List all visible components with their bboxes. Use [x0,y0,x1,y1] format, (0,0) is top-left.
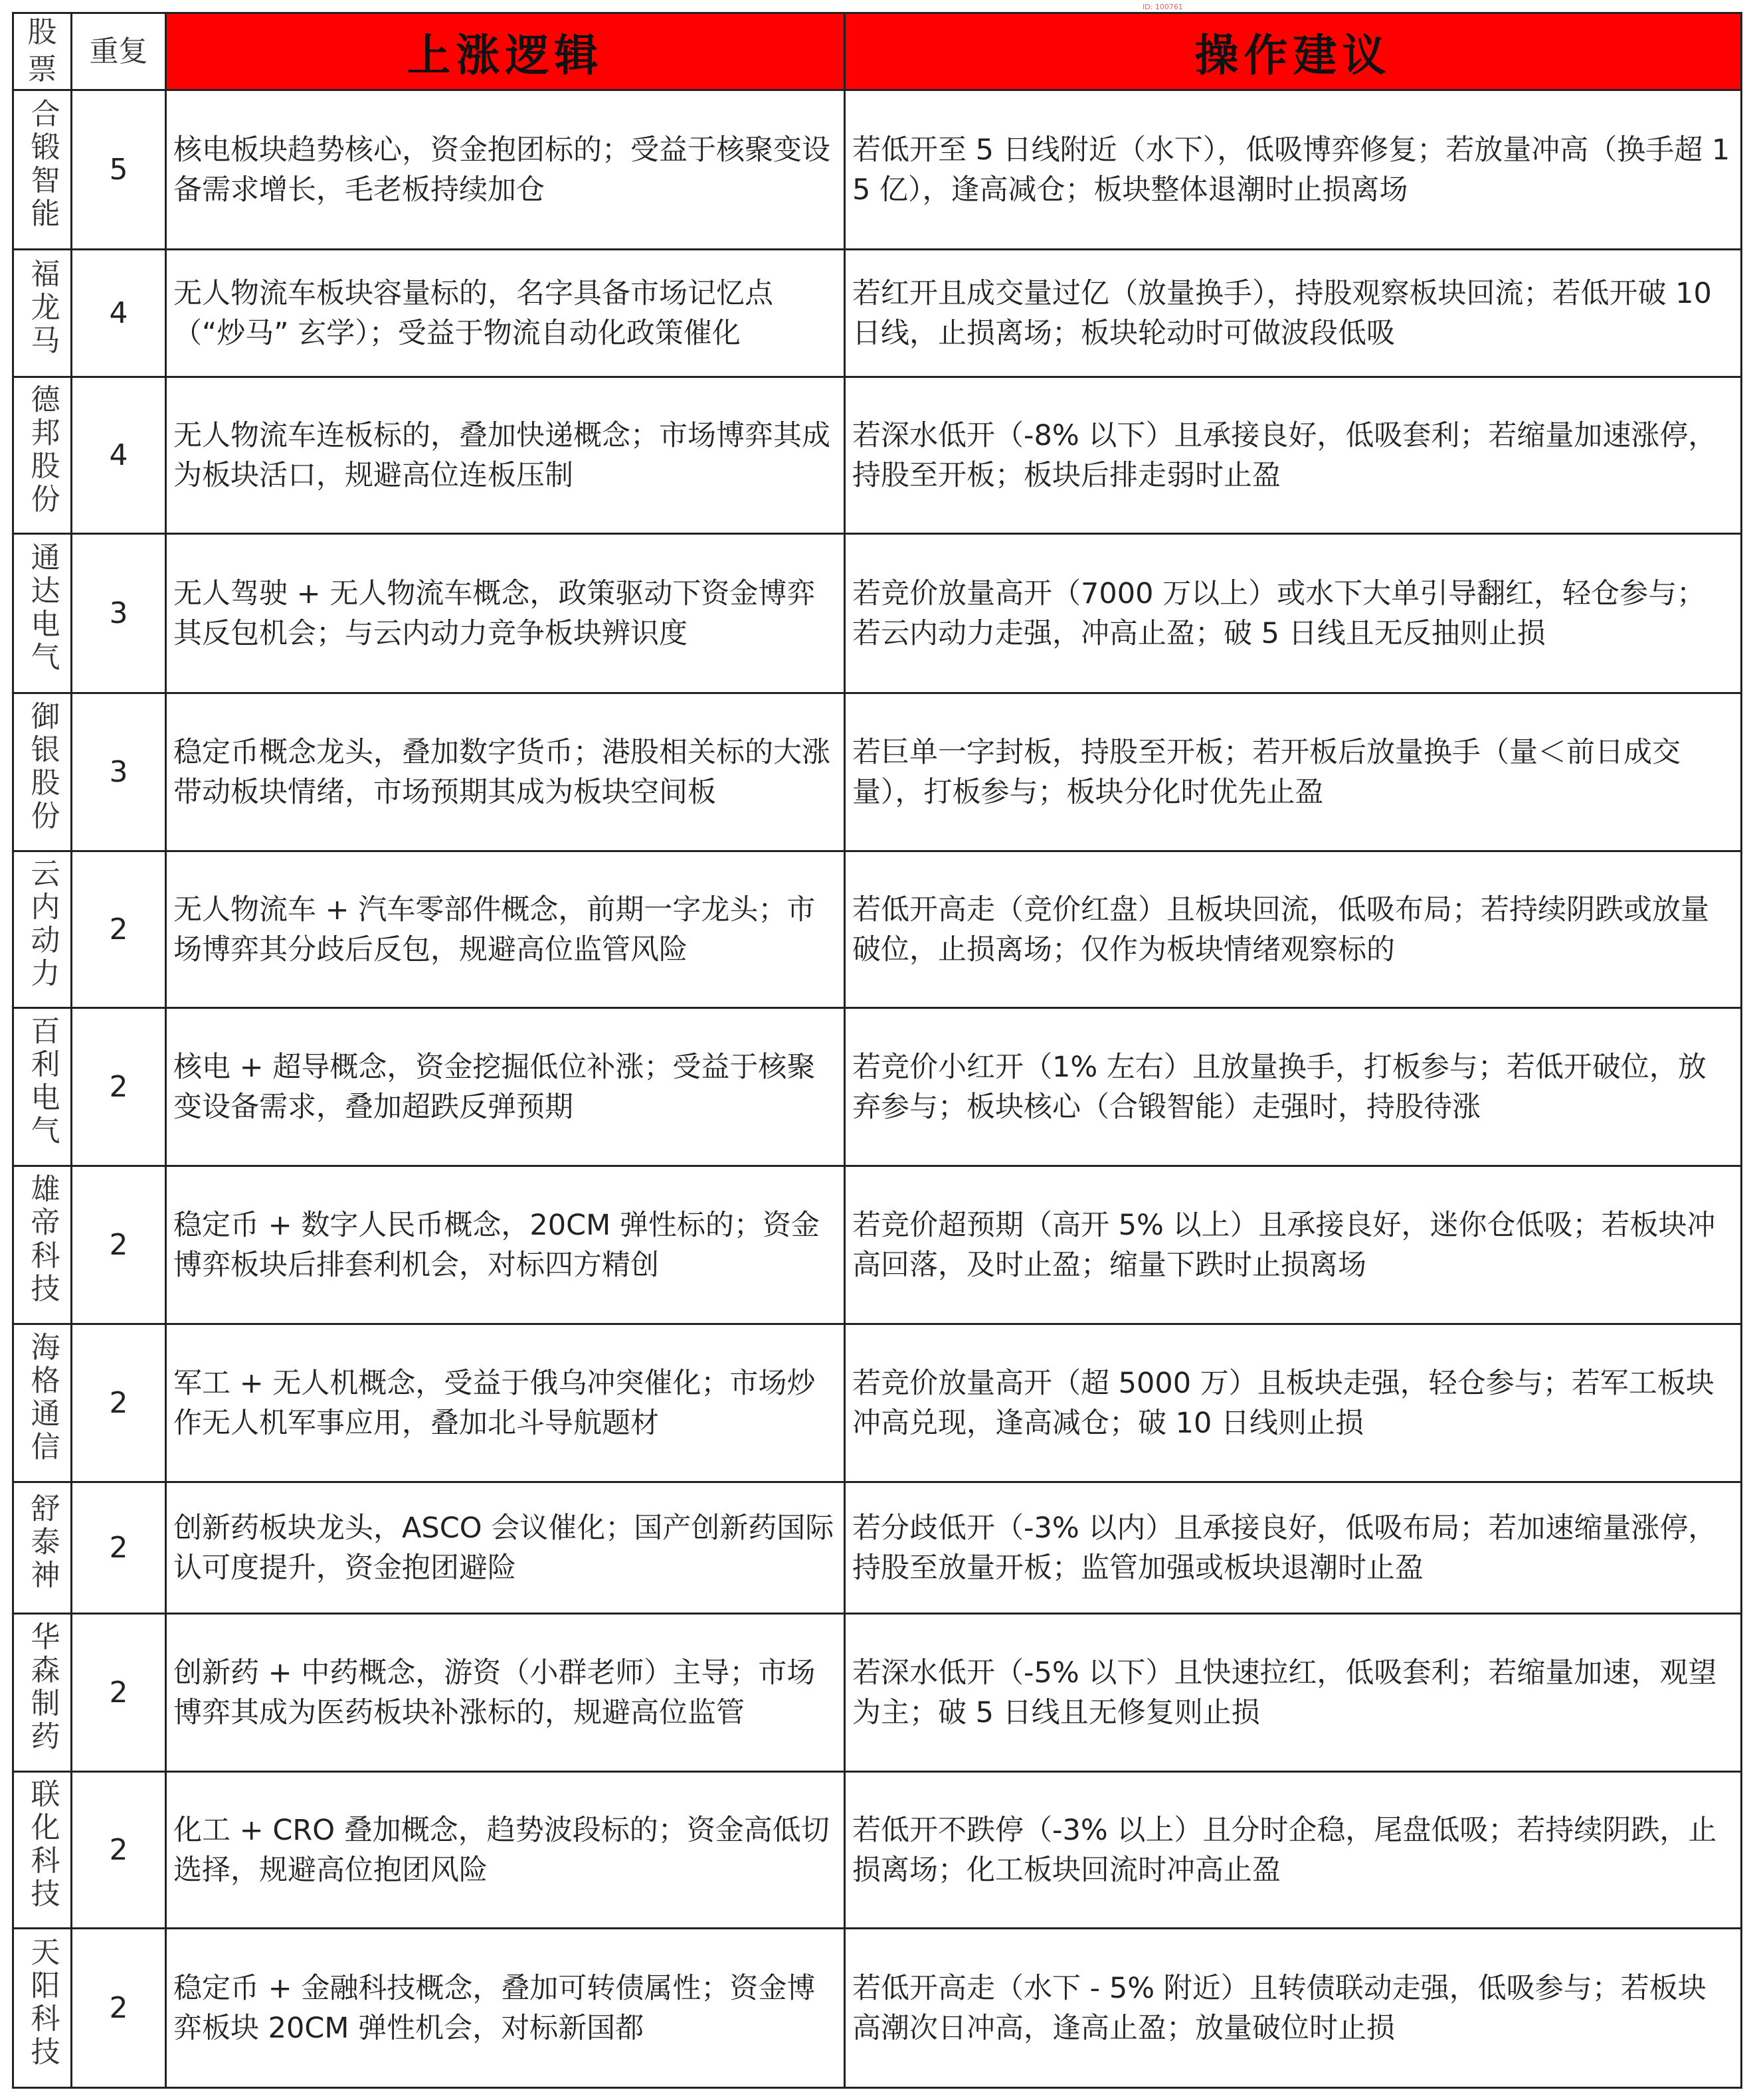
stock-name-cell [13,534,72,693]
table-header-row [13,13,1742,90]
operation-advice-text: 若红开且成交量过亿（放量换手），持股观察板块回流；若低开破 10 日线，止损离场；板块轮动时可做波段低吸 [845,250,1742,377]
header-logic: 上涨逻辑 [166,13,845,90]
rise-logic-text: 无人物流车 + 汽车零部件概念，前期一字龙头；市场博弈其分歧后反包，规避高位监管风险 [166,851,845,1008]
rise-logic-text: 无人物流车连板标的，叠加快递概念；市场博弈其成为板块活口，规避高位连板压制 [166,377,845,534]
stock-name-cell [13,693,72,851]
repeat-count: 2 [72,1166,166,1324]
stock-name: 合锻智能 [25,98,60,231]
stock-name: 联化科技 [25,1778,60,1911]
operation-advice-text: 若竞价放量高开（7000 万以上）或水下大单引导翻红，轻仓参与；若云内动力走强，冲高止盈；破 5 日线且无反抽则止损 [845,534,1742,693]
operation-advice-text: 若深水低开（-5% 以下）且快速拉红，低吸套利；若缩量加速，观望为主；破 5 日线且无修复则止损 [845,1614,1742,1772]
operation-advice-text: 若竞价放量高开（超 5000 万）且板块走强，轻仓参与；若军工板块冲高兑现，逢高减仓；破 10 日线则止损 [845,1324,1742,1482]
stock-name: 雄帝科技 [25,1173,60,1306]
repeat-count: 2 [72,1008,166,1166]
rise-logic-text: 军工 + 无人机概念，受益于俄乌冲突催化；市场炒作无人机军事应用，叠加北斗导航题材 [166,1324,845,1482]
rise-logic-text: 无人物流车板块容量标的，名字具备市场记忆点（“炒马” 玄学）；受益于物流自动化政策催化 [166,250,845,377]
table-row [13,90,1742,250]
stock-name: 福龙马 [25,258,60,358]
repeat-count: 3 [72,534,166,693]
repeat-count: 3 [72,693,166,851]
operation-advice-text: 若低开高走（水下 - 5% 附近）且转债联动走强，低吸参与；若板块高潮次日冲高，逢高止盈；放量破位时止损 [845,1929,1742,2088]
watermark-text: ID: 100761 [1143,3,1183,11]
repeat-count: 2 [72,1482,166,1614]
stock-name-cell [13,377,72,534]
stock-name-cell [13,1482,72,1614]
operation-advice-text: 若低开不跌停（-3% 以上）且分时企稳，尾盘低吸；若持续阴跌，止损离场；化工板块回流时冲高止盈 [845,1772,1742,1929]
stock-name: 云内动力 [25,857,60,991]
table-row [13,250,1742,377]
operation-advice-text: 若竞价超预期（高开 5% 以上）且承接良好，迷你仓低吸；若板块冲高回落，及时止盈；缩量下跌时止损离场 [845,1166,1742,1324]
header-stock [13,13,72,90]
repeat-count: 4 [72,250,166,377]
rise-logic-text: 创新药 + 中药概念，游资（小群老师）主导；市场博弈其成为医药板块补涨标的，规避高位监管 [166,1614,845,1772]
stock-name-cell [13,1324,72,1482]
header-operation: 操作建议 [845,13,1742,90]
rise-logic-text: 稳定币概念龙头，叠加数字货币；港股相关标的大涨带动板块情绪，市场预期其成为板块空间板 [166,693,845,851]
stock-name: 华森制药 [25,1620,60,1754]
header-stock-label: 股票 [27,15,57,86]
stock-name: 天阳科技 [25,1936,60,2069]
repeat-count: 2 [72,851,166,1008]
stock-name-cell [13,1772,72,1929]
operation-advice-text: 若竞价小红开（1% 左右）且放量换手，打板参与；若低开破位，放弃参与；板块核心（合锻智能）走强时，持股待涨 [845,1008,1742,1166]
stock-name: 百利电气 [25,1015,60,1148]
repeat-count: 4 [72,377,166,534]
stock-name-cell [13,90,72,250]
table-row [13,851,1742,1008]
stock-analysis-table [12,12,1742,2089]
rise-logic-text: 核电板块趋势核心，资金抱团标的；受益于核聚变设备需求增长，毛老板持续加仓 [166,90,845,250]
stock-name-cell [13,1166,72,1324]
stock-name: 通达电气 [25,541,60,675]
repeat-count: 2 [72,1614,166,1772]
rise-logic-text: 核电 + 超导概念，资金挖掘低位补涨；受益于核聚变设备需求，叠加超跌反弹预期 [166,1008,845,1166]
rise-logic-text: 稳定币 + 金融科技概念，叠加可转债属性；资金博弈板块 20CM 弹性机会，对标新国都 [166,1929,845,2088]
operation-advice-text: 若低开高走（竞价红盘）且板块回流，低吸布局；若持续阴跌或放量破位，止损离场；仅作为板块情绪观察标的 [845,851,1742,1008]
stock-name: 御银股份 [25,700,60,833]
table-row [13,534,1742,693]
table-row [13,1614,1742,1772]
repeat-count: 2 [72,1324,166,1482]
table-body [13,90,1742,2088]
rise-logic-text: 无人驾驶 + 无人物流车概念，政策驱动下资金博弈其反包机会；与云内动力竞争板块辨识度 [166,534,845,693]
stock-name-cell [13,1929,72,2088]
table-row [13,377,1742,534]
repeat-count: 2 [72,1929,166,2088]
table-row [13,1324,1742,1482]
header-repeat: 重复 [72,13,166,90]
stock-name: 舒泰神 [25,1492,60,1593]
table-row [13,693,1742,851]
stock-name: 德邦股份 [25,383,60,517]
table-row [13,1482,1742,1614]
repeat-count: 5 [72,90,166,250]
stock-name-cell [13,250,72,377]
table-row [13,1166,1742,1324]
rise-logic-text: 稳定币 + 数字人民币概念，20CM 弹性标的；资金博弈板块后排套利机会，对标四方精创 [166,1166,845,1324]
stock-name: 海格通信 [25,1331,60,1464]
stock-name-cell [13,851,72,1008]
rise-logic-text: 化工 + CRO 叠加概念，趋势波段标的；资金高低切选择，规避高位抱团风险 [166,1772,845,1929]
operation-advice-text: 若巨单一字封板，持股至开板；若开板后放量换手（量＜前日成交量），打板参与；板块分化时优先止盈 [845,693,1742,851]
table-row [13,1772,1742,1929]
operation-advice-text: 若低开至 5 日线附近（水下），低吸博弈修复；若放量冲高（换手超 15 亿），逢高减仓；板块整体退潮时止损离场 [845,90,1742,250]
operation-advice-text: 若深水低开（-8% 以下）且承接良好，低吸套利；若缩量加速涨停，持股至开板；板块后排走弱时止盈 [845,377,1742,534]
stock-name-cell [13,1008,72,1166]
stock-name-cell [13,1614,72,1772]
repeat-count: 2 [72,1772,166,1929]
operation-advice-text: 若分歧低开（-3% 以内）且承接良好，低吸布局；若加速缩量涨停，持股至放量开板；监管加强或板块退潮时止盈 [845,1482,1742,1614]
table-row [13,1008,1742,1166]
table-row [13,1929,1742,2088]
rise-logic-text: 创新药板块龙头，ASCO 会议催化；国产创新药国际认可度提升，资金抱团避险 [166,1482,845,1614]
